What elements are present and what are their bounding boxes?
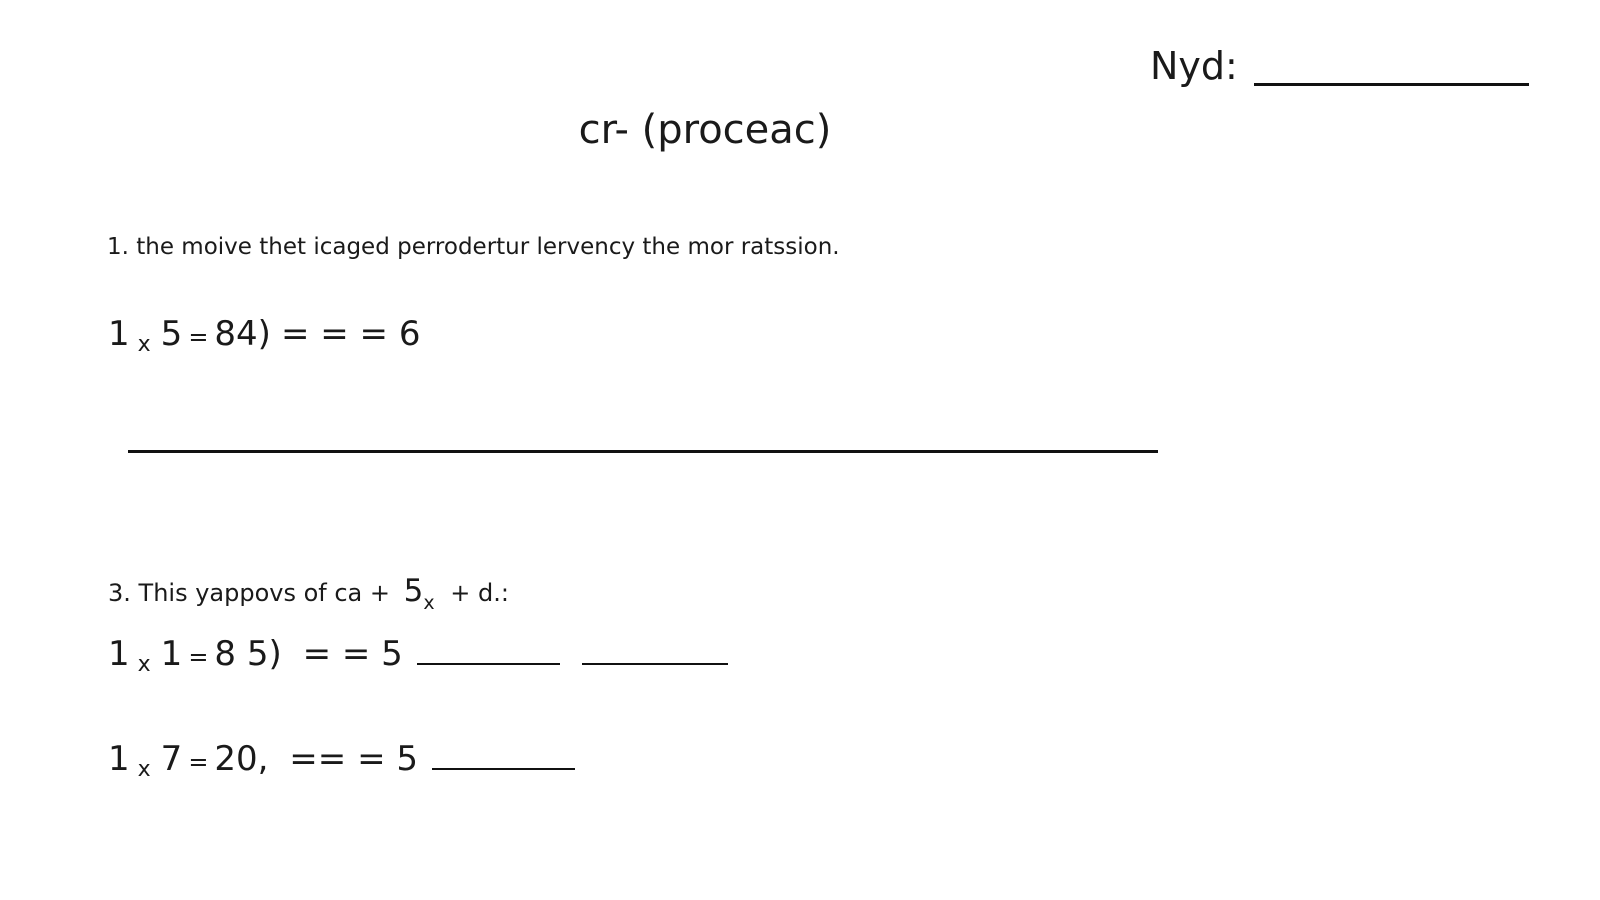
equation-2-rest: = = 5: [291, 634, 403, 674]
equation-2-answer-blank-1[interactable]: [417, 663, 560, 665]
equation-3-times: x: [137, 757, 151, 782]
equation-3-a: 1: [108, 739, 130, 779]
equation-1-times: x: [137, 332, 151, 357]
equation-1-b: 5: [160, 314, 183, 354]
equation-2-c: 8 5): [214, 634, 282, 674]
name-field: [1150, 44, 1529, 88]
question-3-text: [108, 573, 509, 613]
name-blank-line[interactable]: [1254, 83, 1529, 86]
equation-2-times: x: [137, 652, 151, 677]
equation-2-operator: =: [188, 643, 209, 671]
equation-1-a: 1: [108, 314, 130, 354]
equation-3-rest: == = 5: [278, 739, 419, 779]
equation-1-c: 84): [214, 314, 271, 354]
question-3-lead: 3. This yappovs of ca +: [108, 579, 398, 607]
equation-3-b: 7: [160, 739, 183, 779]
equation-2: [108, 632, 728, 681]
equation-3-c: 20,: [214, 739, 269, 779]
equation-3: [108, 737, 575, 786]
equation-2-answer-blank-2[interactable]: [582, 663, 728, 665]
answer-line-1[interactable]: [128, 450, 1158, 453]
page-title: cr- (proceac): [578, 107, 832, 153]
equation-1-rest: = = = 6: [280, 314, 421, 354]
equation-2-a: 1: [108, 634, 130, 674]
question-3-term: 5: [403, 573, 424, 609]
question-3-subscript: x: [423, 592, 435, 614]
name-label: Nyd:: [1150, 44, 1238, 88]
equation-1: [108, 312, 420, 361]
question-3-tail: + d.:: [442, 579, 509, 607]
equation-3-answer-blank[interactable]: [432, 768, 575, 770]
equation-1-operator: =: [188, 323, 209, 351]
equation-2-b: 1: [160, 634, 183, 674]
equation-3-operator: =: [188, 748, 209, 776]
question-1-text: 1. the moive thet icaged perrodertur lervency the mor ratssion.: [107, 234, 840, 260]
